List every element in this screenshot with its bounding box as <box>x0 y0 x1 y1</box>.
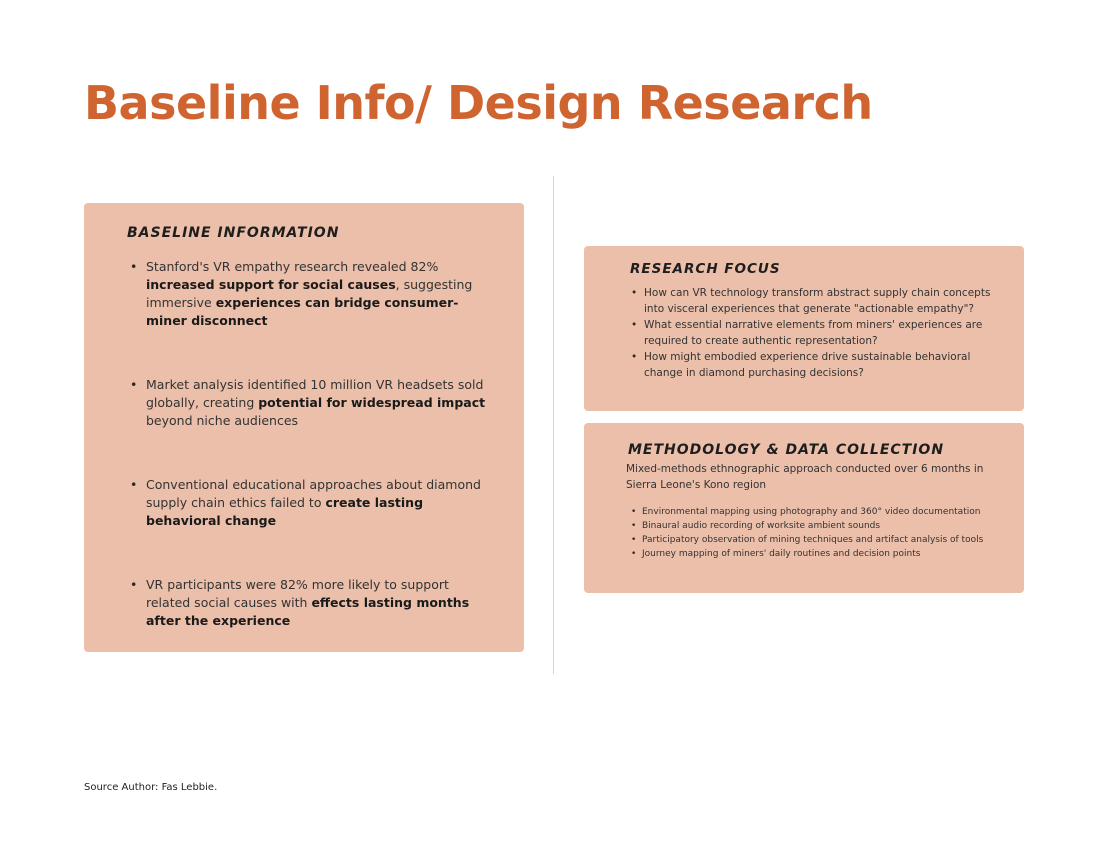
baseline-info-list <box>127 258 488 630</box>
baseline-info-card <box>84 203 524 652</box>
research-focus-list <box>630 285 1004 381</box>
research-focus-heading: RESEARCH FOCUS <box>630 261 781 277</box>
list-item: • Journey mapping of miners' daily routines and decision points <box>628 547 1004 561</box>
research-focus-card <box>584 246 1024 411</box>
page-title: Baseline Info/ Design Research <box>84 76 873 130</box>
list-item: • VR participants were 82% more likely to support related social causes with effects lasting months after the experience <box>127 576 488 630</box>
list-item: • Binaural audio recording of worksite ambient sounds <box>628 519 1004 533</box>
methodology-card <box>584 423 1024 593</box>
list-item: • What essential narrative elements from miners' experiences are required to create authentic representation? <box>630 317 1004 349</box>
list-item: • Conventional educational approaches about diamond supply chain ethics failed to create lasting behavioral change <box>127 476 488 530</box>
list-item: • Stanford's VR empathy research revealed 82% increased support for social causes, suggesting immersive experiences can bridge consumer-miner disconnect <box>127 258 488 330</box>
list-item: • How might embodied experience drive sustainable behavioral change in diamond purchasing decisions? <box>630 349 1004 381</box>
list-item: • How can VR technology transform abstract supply chain concepts into visceral experiences that generate "actionable empathy"? <box>630 285 1004 317</box>
list-item: • Environmental mapping using photography and 360° video documentation <box>628 505 1004 519</box>
source-credit: Source Author: Fas Lebbie. <box>84 782 218 793</box>
methodology-intro: Mixed-methods ethnographic approach conducted over 6 months in Sierra Leone's Kono region <box>626 463 984 491</box>
baseline-info-heading: BASELINE INFORMATION <box>127 225 340 241</box>
methodology-heading: METHODOLOGY & DATA COLLECTION <box>628 442 945 458</box>
column-divider <box>553 176 554 674</box>
list-item: • Market analysis identified 10 million VR headsets sold globally, creating potential for widespread impact beyond niche audiences <box>127 376 488 430</box>
list-item: • Participatory observation of mining techniques and artifact analysis of tools <box>628 533 1004 547</box>
methodology-list <box>628 505 1004 561</box>
